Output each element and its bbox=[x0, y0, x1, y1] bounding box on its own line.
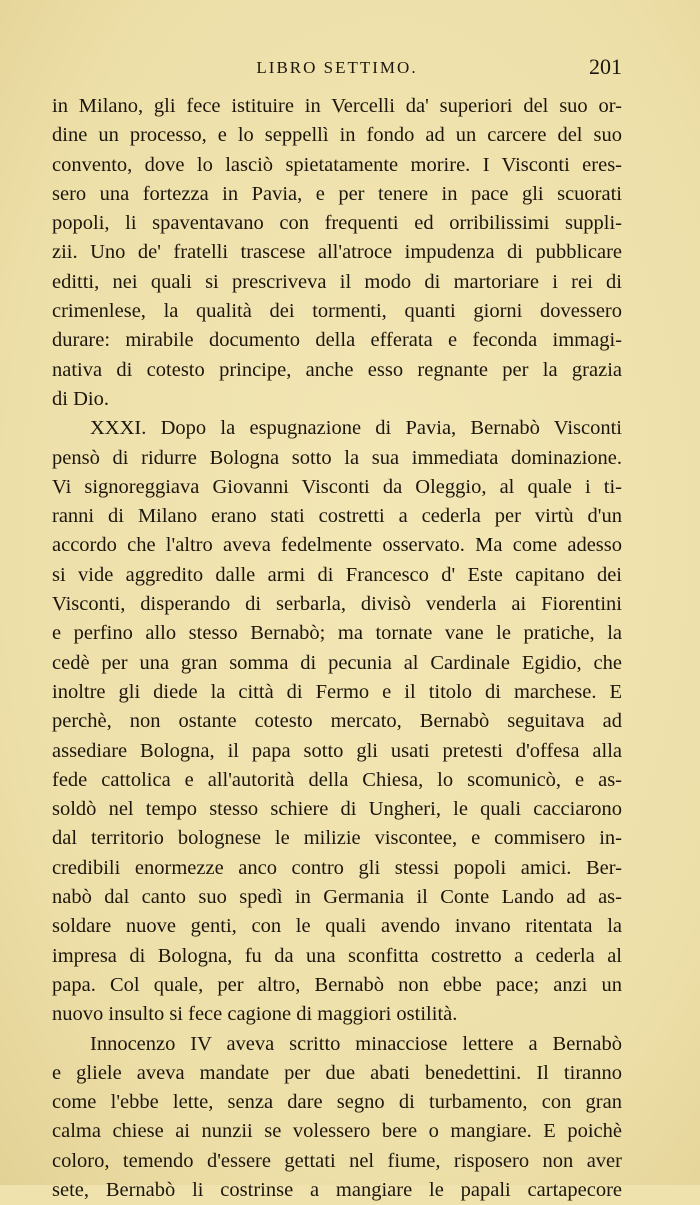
text-line: sero una fortezza in Pavia, e per tenere in pace gli scuorati bbox=[52, 182, 622, 205]
text-line: coloro, temendo d'essere gettati nel fiume, risposero non aver bbox=[52, 1149, 622, 1172]
text-line: cedè per una gran somma di pecunia al Cardinale Egidio, che bbox=[52, 651, 622, 674]
text-line: di Dio. bbox=[52, 387, 109, 410]
text-line: ranni di Milano erano stati costretti a cederla per virtù d'un bbox=[52, 505, 622, 528]
text-line: sete, Bernabò li costrinse a mangiare le papali cartapecore bbox=[52, 1178, 622, 1201]
text-line: e perfino allo stesso Bernabò; ma tornate vane le pratiche, la bbox=[52, 622, 622, 645]
text-line: inoltre gli diede la città di Fermo e il titolo di marchese. E bbox=[52, 680, 622, 703]
text-line: perchè, non ostante cotesto mercato, Bernabò seguitava ad bbox=[52, 710, 622, 733]
text-line: popoli, li spaventavano con frequenti ed orribilissimi suppli- bbox=[52, 212, 622, 235]
text-line: calma chiese ai nunzii se volessero bere o mangiare. E poichè bbox=[52, 1120, 622, 1143]
text-line: e gliele aveva mandate per due abati benedettini. Il tiranno bbox=[52, 1061, 622, 1084]
text-line: pensò di ridurre Bologna sotto la sua immediata dominazione. bbox=[52, 446, 622, 469]
text-line: in Milano, gli fece istituire in Vercelli da' superiori del suo or- bbox=[52, 95, 622, 117]
text-line: nuovo insulto si fece cagione di maggiori ostilità. bbox=[52, 1003, 458, 1026]
text-line: editti, nei quali si prescriveva il modo di martoriare i rei di bbox=[52, 270, 622, 293]
text-line: credibili enormezze anco contro gli stessi popoli amici. Ber- bbox=[52, 856, 622, 879]
text-line: Vi signoreggiava Giovanni Visconti da Oleggio, al quale i ti- bbox=[52, 475, 622, 498]
text-line: crimenlese, la qualità dei tormenti, quanti giorni dovessero bbox=[52, 300, 622, 323]
text-line: durare: mirabile documento della efferata e feconda immagi- bbox=[52, 329, 622, 352]
text-line: dine un processo, e lo seppellì in fondo ad un carcere del suo bbox=[52, 124, 622, 147]
text-line: soldare nuove genti, con le quali avendo invano ritentata la bbox=[52, 915, 622, 938]
running-title: LIBRO SETTIMO. bbox=[256, 58, 418, 77]
paragraph-start-line: XXXI. Dopo la espugnazione di Pavia, Bernabò Visconti bbox=[90, 417, 622, 440]
text-line: zii. Uno de' fratelli trascese all'atroce impudenza di pubblicare bbox=[52, 241, 622, 264]
text-line: si vide aggredito dalle armi di Francesco d' Este capitano dei bbox=[52, 563, 622, 586]
text-line: come l'ebbe lette, senza dare segno di turbamento, con gran bbox=[52, 1091, 622, 1114]
body-text bbox=[52, 92, 622, 1205]
text-line: impresa di Bologna, fu da una sconfitta costretto a cederla al bbox=[52, 944, 622, 967]
text-line: fede cattolica e all'autorità della Chiesa, lo scomunicò, e as- bbox=[52, 768, 622, 791]
text-line: papa. Col quale, per altro, Bernabò non ebbe pace; anzi un bbox=[52, 973, 622, 996]
text-line: nativa di cotesto principe, anche esso regnante per la grazia bbox=[52, 358, 622, 381]
text-line: accordo che l'altro aveva fedelmente osservato. Ma come adesso bbox=[52, 534, 622, 557]
page-header bbox=[52, 54, 622, 84]
text-line: soldò nel tempo stesso schiere di Ungheri, le quali cacciarono bbox=[52, 798, 622, 821]
page-number: 201 bbox=[589, 54, 622, 79]
text-line: nabò dal canto suo spedì in Germania il Conte Lando ad as- bbox=[52, 886, 622, 909]
text-line: convento, dove lo lasciò spietatamente morire. I Visconti eres- bbox=[52, 153, 622, 176]
text-line: assediare Bologna, il papa sotto gli usati pretesti d'offesa alla bbox=[52, 739, 622, 762]
text-line: dal territorio bolognese le milizie viscontee, e commisero in- bbox=[52, 827, 622, 850]
paragraph-start-line: Innocenzo IV aveva scritto minacciose lettere a Bernabò bbox=[90, 1032, 622, 1055]
text-line: Visconti, disperando di serbarla, divisò venderla ai Fiorentini bbox=[52, 593, 622, 616]
